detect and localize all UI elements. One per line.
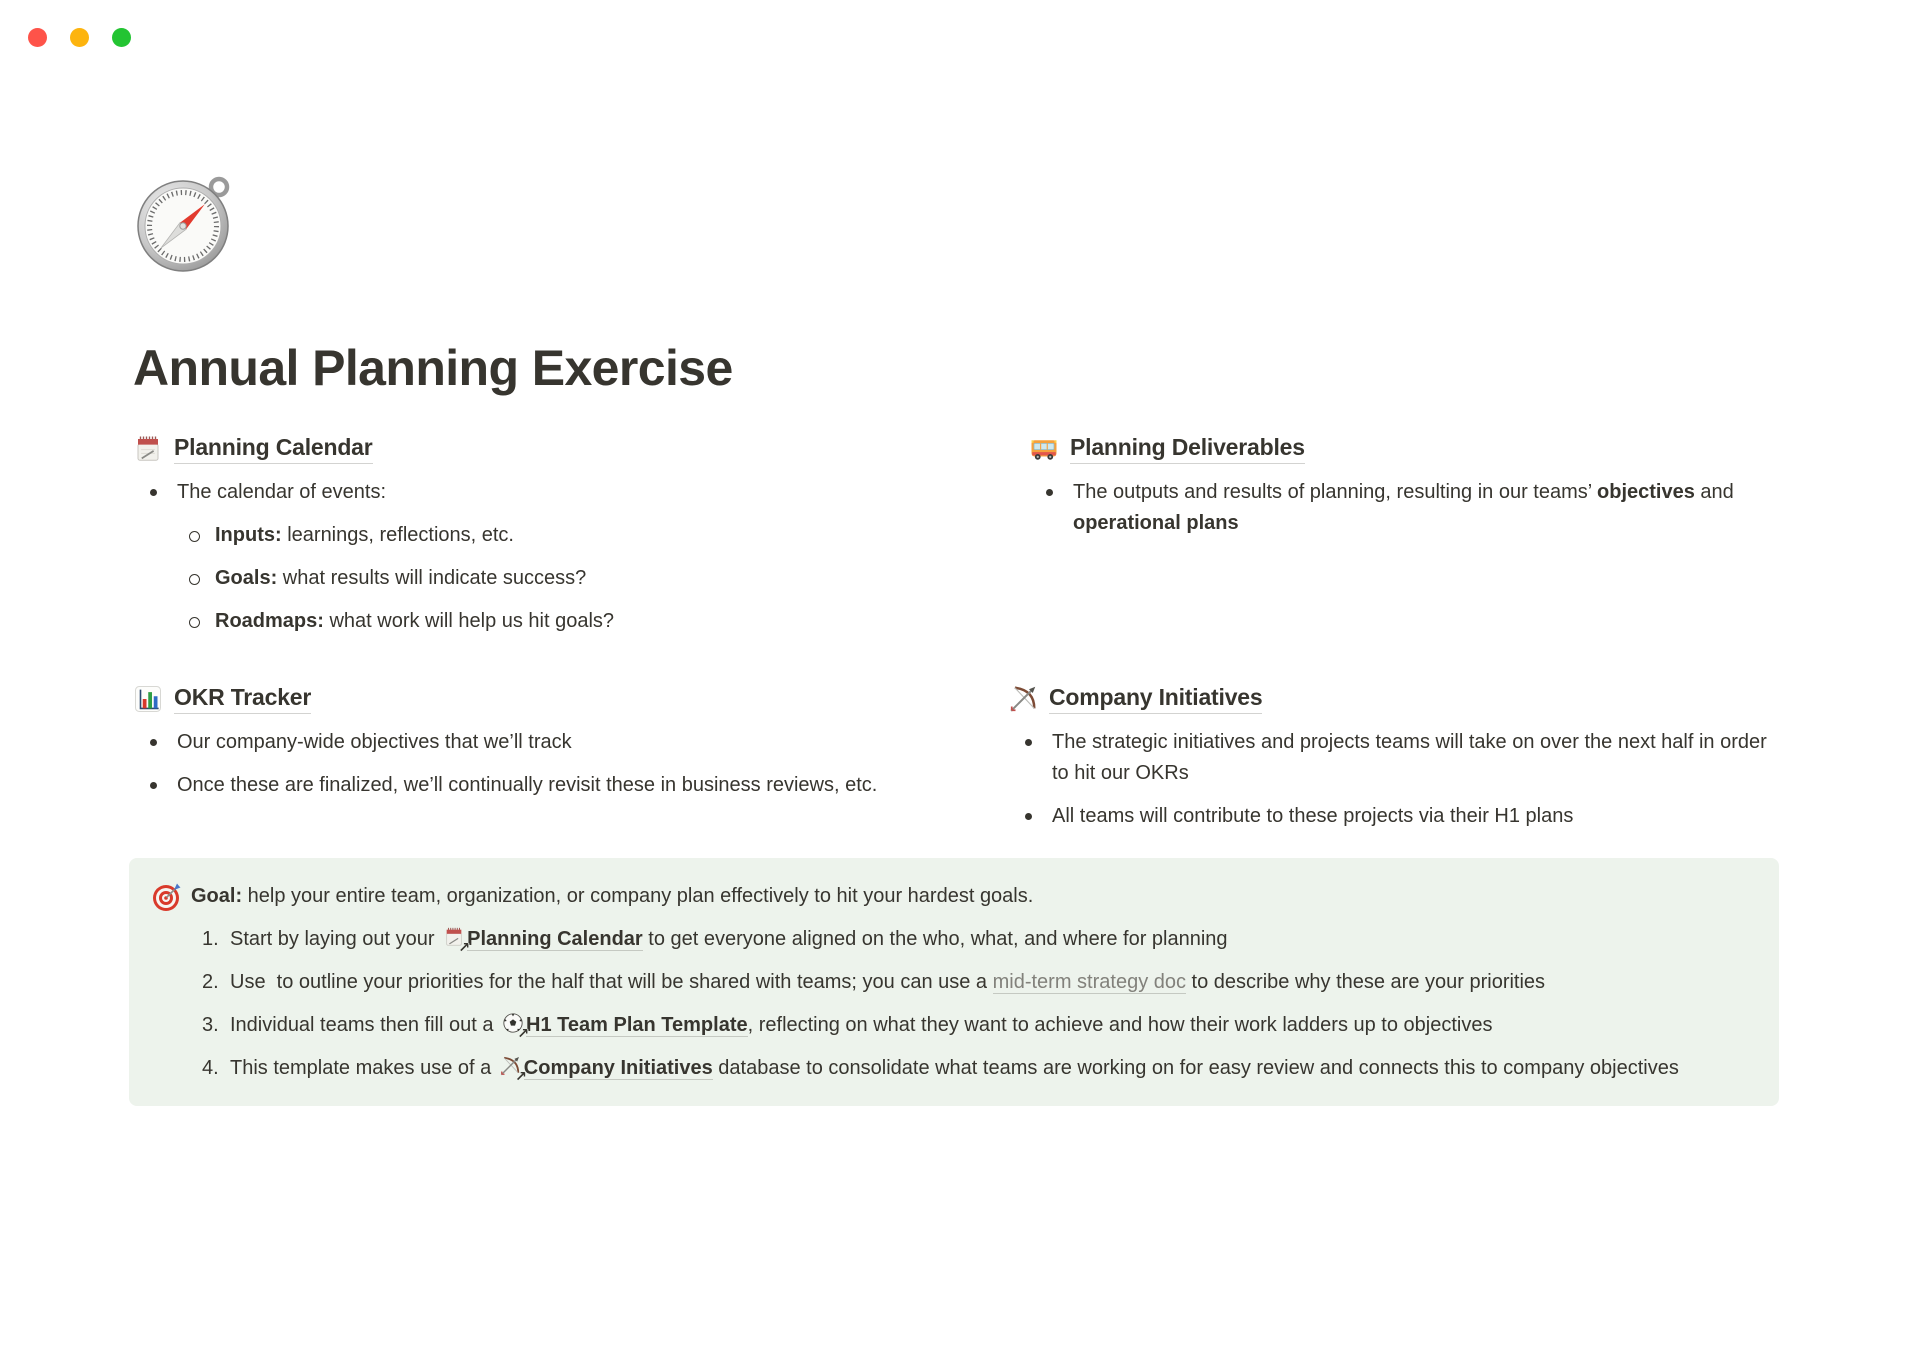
- list-item: Once these are finalized, we’ll continually revisit these in business reviews, etc.: [133, 770, 945, 801]
- goal-callout: [129, 858, 1779, 1106]
- list-item: Goals: what results will indicate success?: [177, 563, 945, 594]
- planning-calendar-mention[interactable]: Planning Calendar: [467, 928, 643, 950]
- mid-term-strategy-doc-link[interactable]: mid-term strategy doc: [992, 971, 1186, 993]
- zoom-button[interactable]: [112, 28, 131, 47]
- minimize-button[interactable]: [70, 28, 89, 47]
- link-arrow-icon: ↗: [458, 940, 471, 956]
- link-arrow-icon: ↗: [517, 1026, 530, 1042]
- planning-deliverables-link[interactable]: Planning Deliverables: [1070, 434, 1305, 464]
- planning-calendar-header: [133, 432, 945, 465]
- soccer-ball-icon: [499, 1012, 530, 1042]
- link-arrow-icon: ↗: [515, 1069, 527, 1085]
- list-item: The strategic initiatives and projects teams will take on over the next half in order to hit our OKRs: [1008, 727, 1779, 789]
- bow-and-arrow-icon: [1008, 684, 1038, 714]
- bus-icon: [1029, 434, 1059, 464]
- list-item: The outputs and results of planning, resulting in our teams’ objectives and operational plans: [1029, 477, 1779, 539]
- planning-deliverables-header: [1029, 432, 1779, 465]
- goal-line: Goal: help your entire team, organization, or company plan effectively to hit your hardest goals.: [191, 885, 1034, 907]
- list-item: The calendar of events: Inputs: learnings, reflections, etc. Goals: what results will indicate success? Roadmaps: what work will help us hit goals?: [133, 477, 945, 637]
- h1-team-plan-template-mention[interactable]: H1 Team Plan Template: [526, 1014, 748, 1036]
- bar-chart-icon: [133, 684, 163, 714]
- numbered-item-3: 3. Individual teams then fill out a ↗ H1 Team Plan Template, reflecting on what they want to achieve and how their work ladders up to objectives: [202, 1014, 1493, 1042]
- numbered-item-4: 4. This template makes use of a ↗ Company Initiatives database to consolidate what teams are working on for easy review and connects this to company objectives: [202, 1057, 1679, 1085]
- list-item: All teams will contribute to these projects via their H1 plans: [1008, 801, 1779, 832]
- list-item: Our company-wide objectives that we’ll track: [133, 727, 945, 758]
- page-title: Annual Planning Exercise: [133, 340, 733, 396]
- close-button[interactable]: [28, 28, 47, 47]
- spiral-notepad-icon: [133, 434, 163, 464]
- bow-and-arrow-icon: [497, 1055, 527, 1085]
- list-item: Roadmaps: what work will help us hit goals?: [177, 606, 945, 637]
- okr-tracker-link[interactable]: OKR Tracker: [174, 684, 311, 714]
- numbered-item-2: 2. Use to outline your priorities for the half that will be shared with teams; you can use a mid-term strategy doc to describe why these are your priorities: [202, 971, 1546, 993]
- section-planning-deliverables: [1029, 432, 1779, 649]
- planning-calendar-link[interactable]: Planning Calendar: [174, 434, 373, 464]
- list-item: Inputs: learnings, reflections, etc.: [177, 520, 945, 551]
- numbered-item-1: 1. Start by laying out your ↗ Planning Calendar to get everyone aligned on the who, what, and where for planning: [202, 928, 1228, 956]
- notion-page: [133, 170, 1779, 1106]
- compass-icon[interactable]: [133, 170, 237, 274]
- window-controls: [28, 28, 131, 47]
- spiral-notepad-icon: [440, 926, 471, 956]
- target-dart-icon: [151, 881, 183, 913]
- section-planning-calendar: [133, 432, 945, 649]
- section-okr-tracker: [133, 682, 945, 844]
- callout-content: [191, 880, 1739, 1084]
- columns-row-1: [133, 432, 1779, 649]
- section-company-initiatives: [1008, 682, 1779, 844]
- okr-tracker-header: [133, 682, 945, 715]
- columns-row-2: [133, 682, 1779, 844]
- company-initiatives-mention[interactable]: Company Initiatives: [523, 1057, 713, 1079]
- company-initiatives-header: [1008, 682, 1779, 715]
- company-initiatives-link[interactable]: Company Initiatives: [1049, 684, 1262, 714]
